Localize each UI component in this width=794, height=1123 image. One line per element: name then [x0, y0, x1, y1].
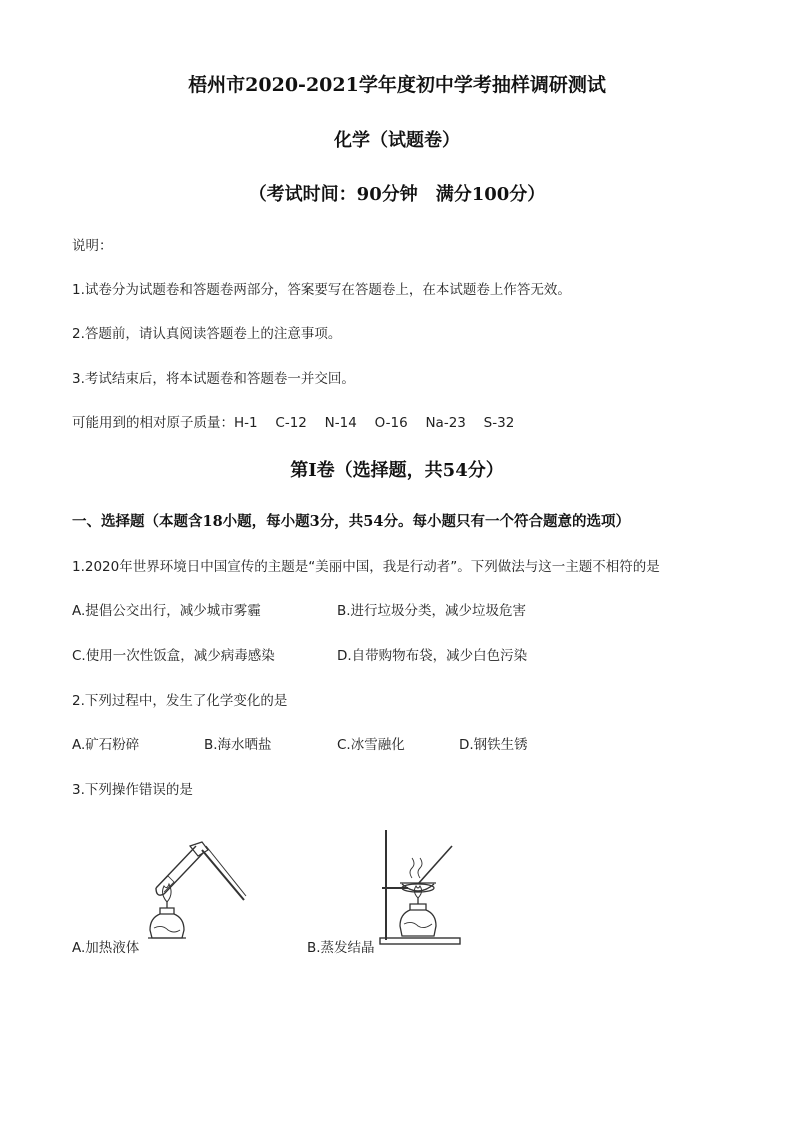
exam-info: （考试时间：90分钟 满分100分） [248, 184, 546, 205]
page-title: 梧州市2020-2021学年度初中学考抽样调研测试 [188, 74, 606, 96]
note-item: 3.考试结束后，将本试题卷和答题卷一并交回。 [72, 371, 355, 387]
question-2-option-b: B.海水晒盐 [204, 737, 272, 753]
question-1-option-a: A.提倡公交出行，减少城市雾霾 [72, 603, 261, 619]
question-1-option-b: B.进行垃圾分类，减少垃圾危害 [337, 603, 527, 619]
question-3-stem: 3.下列操作错误的是 [72, 782, 193, 798]
question-2-stem: 2.下列过程中，发生了化学变化的是 [72, 693, 288, 709]
notes-heading: 说明： [72, 238, 113, 254]
note-item: 2.答题前，请认真阅读答题卷上的注意事项。 [72, 326, 342, 342]
part-heading: 一、选择题（本题含18小题，每小题3分，共54分。每小题只有一个符合题意的选项） [72, 513, 630, 530]
question-2-option-d: D.钢铁生锈 [459, 737, 528, 753]
question-1-stem: 1.2020年世界环境日中国宣传的主题是“美丽中国，我是行动者”。下列做法与这一主题不相符的是 [72, 559, 660, 575]
question-2-option-c: C.冰雪融化 [337, 737, 405, 753]
question-3-option-a: A.加热液体 [72, 940, 140, 956]
note-item: 1.试卷分为试题卷和答题卷两部分，答案要写在答题卷上，在本试题卷上作答无效。 [72, 282, 571, 298]
question-1-option-d: D.自带购物布袋，减少白色污染 [337, 648, 528, 664]
section-title: 第I卷（选择题，共54分） [290, 460, 504, 481]
question-3-option-b: B.蒸发结晶 [307, 940, 375, 956]
page-subtitle: 化学（试题卷） [334, 130, 460, 151]
heating-liquid-illustration [138, 838, 250, 946]
question-1-option-c: C.使用一次性饭盒，减少病毒感染 [72, 648, 275, 664]
atomic-masses: 可能用到的相对原子质量：H-1 C-12 N-14 O-16 Na-23 S-32 [72, 415, 515, 431]
evaporation-illustration [378, 826, 462, 948]
question-2-option-a: A.矿石粉碎 [72, 737, 140, 753]
